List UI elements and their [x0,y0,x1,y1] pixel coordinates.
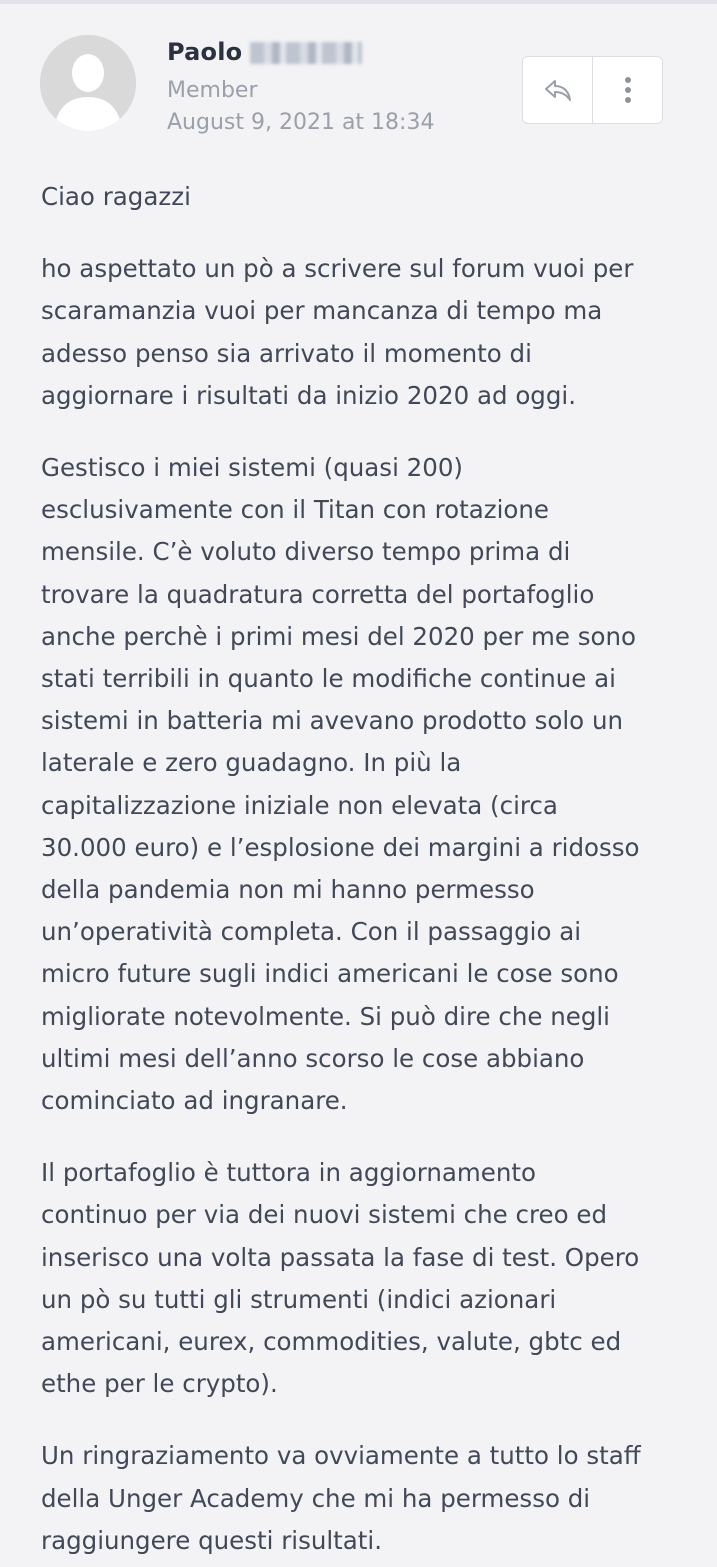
text-line: micro future sugli indici americani le cose sono [41,959,619,989]
text-line: capitalizzazione iniziale non elevata (circa [41,790,558,820]
text-line: Gestisco i miei sistemi (quasi 200) [41,453,463,483]
post-paragraph [41,1435,681,1562]
more-vertical-icon [624,76,632,104]
text-line: adesso penso sia arrivato il momento di [41,338,532,368]
text-line: scaramanzia vuoi per mancanza di tempo ma [41,296,603,326]
text-line: Un ringraziamento va ovviamente a tutto lo staff [41,1441,641,1471]
text-line: stati terribili in quanto le modifiche continue ai [41,664,616,694]
text-line: Il portafoglio è tuttora in aggiornamento [41,1158,536,1188]
text-line: un pò su tutti gli strumenti (indici azionari [41,1284,557,1314]
post-paragraph [41,176,681,218]
forum-post [0,4,717,1567]
text-line: ethe per le crypto). [41,1369,278,1399]
author-name[interactable]: Paolo [167,38,243,66]
post-paragraph [41,248,681,417]
user-avatar-icon[interactable] [40,35,136,131]
text-line: migliorate notevolmente. Si può dire che negli [41,1001,610,1031]
text-line: anche perchè i primi mesi del 2020 per me sono [41,621,637,651]
text-line: ho aspettato un pò a scrivere sul forum vuoi per [41,254,634,284]
post-actions [522,56,663,124]
reply-button[interactable] [523,57,592,123]
author-role: Member [167,78,258,103]
text-line: della pandemia non mi hanno permesso [41,875,535,905]
text-line: raggiungere questi risultati. [41,1525,382,1555]
text-line: della Unger Academy che mi ha permesso di [41,1483,591,1513]
text-line: cominciato ad ingranare. [41,1086,348,1116]
post-date: August 9, 2021 at 18:34 [167,110,435,135]
more-options-button[interactable] [592,57,662,123]
post-paragraph [41,1152,681,1405]
reply-icon [544,78,572,102]
text-line: americani, eurex, commodities, valute, gbtc ed [41,1327,622,1357]
post-body [41,176,681,1562]
text-line: mensile. C’è voluto diverso tempo prima di [41,537,571,567]
text-line: Ciao ragazzi [41,182,191,211]
text-line: ultimi mesi dell’anno scorso le cose abbiano [41,1043,585,1073]
text-line: esclusivamente con il Titan con rotazione [41,495,549,525]
text-line: continuo per via dei nuovi sistemi che creo ed [41,1200,608,1230]
text-line: sistemi in batteria mi avevano prodotto solo un [41,706,623,736]
text-line: un’operatività completa. Con il passaggio ai [41,917,582,947]
text-line: laterale e zero guadagno. In più la [41,748,462,778]
post-paragraph [41,447,681,1122]
text-line: aggiornare i risultati da inizio 2020 ad oggi. [41,380,577,410]
text-line: inserisco una volta passata la fase di test. Opero [41,1242,640,1272]
text-line: trovare la quadratura corretta del portafoglio [41,579,595,609]
text-line: 30.000 euro) e l’esplosione dei margini a ridosso [41,832,640,862]
redacted-surname [250,42,362,64]
